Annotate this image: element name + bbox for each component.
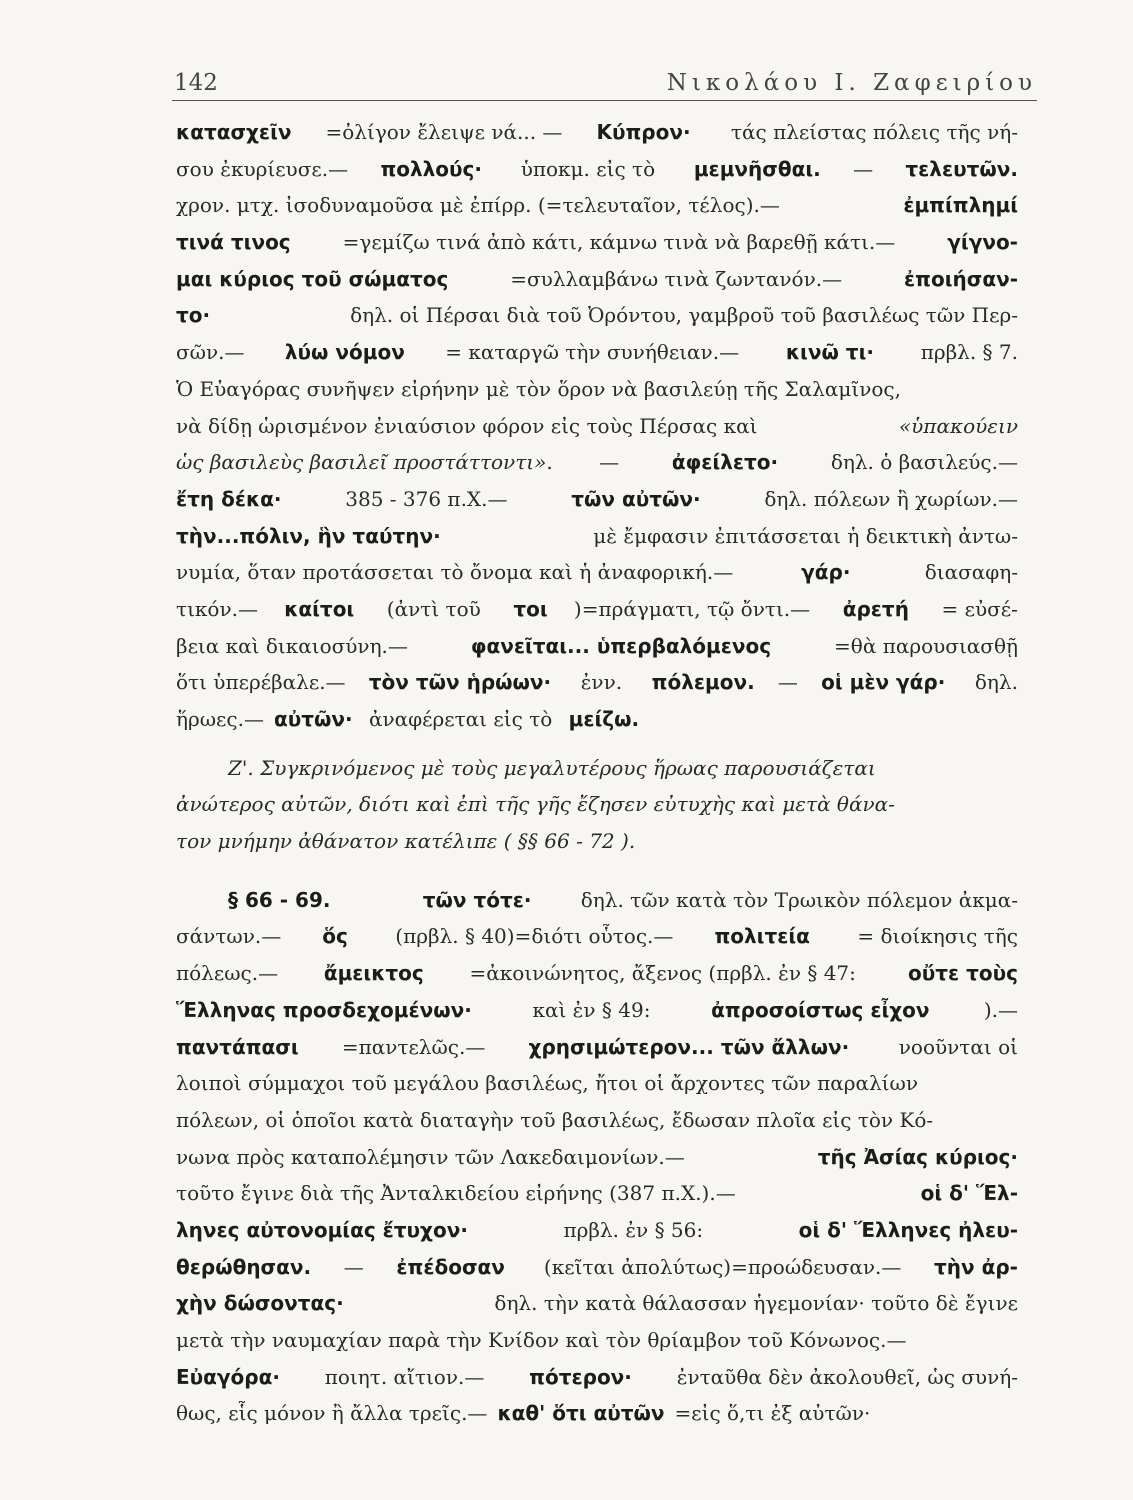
text-run: τάς πλείστας πόλεις τῆς νή- [724,120,1018,144]
text-line [176,377,1018,414]
bold-lemma: πόλεμον. [651,670,755,695]
bold-lemma: ἐπέδοσαν [396,1254,505,1279]
text-run: λοιποὶ σύμμαχοι τοῦ μεγάλου βασιλέως, ἤτοι οἱ ἄρχοντες τῶν παραλίων [176,1071,918,1096]
text-run: καὶ ἐν § 49: [526,997,657,1022]
bold-lemma: θερώθησαν. [176,1254,312,1279]
text-run: Ὁ Εὐαγόρας συνῆψεν εἰρήνην μὲ τὸν ὅρον νὰ βασιλεύῃ τῆς Σαλαμῖνος, [176,376,901,401]
text-line [176,670,1018,707]
text-line [176,450,1018,487]
text-run: δηλ. οἱ Πέρσαι διὰ τοῦ Ὀρόντου, γαμβροῦ τοῦ βασιλέως τῶν Περ- [343,303,1018,328]
bold-lemma: τινά τινος [176,230,291,255]
text-line [176,340,1018,377]
text-run: πόλεως.— [176,961,279,986]
text-run: πρβλ. § 7. [914,340,1018,365]
text-line [176,1108,1018,1145]
text-line [176,1291,1018,1328]
text-line [176,998,1018,1035]
text-run: =θὰ παρουσιασθῇ [834,633,1018,658]
bold-lemma: αὐτῶν· [273,707,353,731]
text-line [176,487,1018,524]
text-run: — [777,670,798,695]
text-run: νὰ δίδῃ ὡρισμένον ἐνιαύσιον φόρον εἰς τοὺς Πέρσας καὶ [176,413,764,438]
bold-lemma: οἱ δ' Ἕλ- [920,1181,1018,1206]
bold-lemma: ἀπροσοίστως εἶχον [711,997,930,1022]
text-run: μετὰ τὴν ναυμαχίαν παρὰ τὴν Κνίδον καὶ τὸν θρίαμβον τοῦ Κόνωνος.— [176,1328,907,1352]
bold-lemma: § 66 - 69. [228,887,331,912]
text-line [176,634,1018,671]
page-number: 142 [174,70,218,96]
text-run: τοῦτο ἔγινε διὰ τῆς Ἀνταλκιδείου εἰρήνης (387 π.Χ.).— [176,1181,743,1206]
text-run: = εὐσέ- [935,596,1018,621]
bold-lemma: οἱ μὲν γάρ· [821,670,946,695]
text-run: =παντελῶς.— [341,1034,486,1059]
text-run: θως, εἷς μόνον ἢ ἄλλα τρεῖς.— [176,1401,488,1426]
text-run: δηλ. [968,670,1018,695]
bold-lemma: ληνες αὐτονομίας ἔτυχον· [176,1217,468,1242]
text-run: δηλ. πόλεων ἢ χωρίων.— [757,486,1018,511]
bold-lemma: μείζω. [568,707,640,731]
text-run: βεια καὶ δικαιοσύνη.— [176,633,408,658]
text-line [176,792,1018,829]
text-line [176,1181,1018,1218]
bold-lemma: ἀρετή [842,596,909,621]
bold-lemma: ἔτη δέκα· [176,486,282,511]
text-line [176,1035,1018,1072]
page-body [176,120,1018,1438]
text-run: πόλεων, οἱ ὁποῖοι κατὰ διαταγὴν τοῦ βασιλέως, ἔδωσαν πλοῖα εἰς τὸν Κό- [176,1107,934,1132]
text-run: =συλλαμβάνω τινὰ ζωντανόν.— [510,266,843,291]
bold-lemma: κινῶ τι· [785,340,874,365]
bold-lemma: ἐμπίπλημί [903,193,1018,218]
text-run: =γεμίζω τινά ἀπὸ κάτι, κάμνω τινὰ νὰ βαρεθῇ κάτι.— [342,230,896,255]
text-line [176,1255,1018,1292]
text-line [176,1218,1018,1255]
bold-lemma: το· [176,303,211,328]
bold-lemma: τοι [513,596,548,621]
text-line [176,303,1018,340]
bold-lemma: οἱ δ' Ἕλληνες ἠλευ- [798,1217,1018,1242]
text-run: — [853,156,874,181]
text-line [176,120,1018,157]
text-line [176,888,1018,925]
text-run: ὑποκμ. εἰς τὸ [514,156,662,181]
text-run: χρον. μτχ. ἰσοδυναμοῦσα μὲ ἐπίρρ. (=τελευταῖον, τέλος).— [176,193,780,218]
text-line [176,193,1018,230]
text-run: διασαφη- [918,560,1018,585]
text-run: — [343,1254,364,1279]
text-run: ἀναφέρεται εἰς τὸ [362,707,559,731]
text-run: ὅτι ὑπερέβαλε.— [176,670,346,695]
text-run: =ἀκοινώνητος, ἄξενος (πρβλ. ἐν § 47: [469,961,863,986]
text-run: νοοῦνται οἱ [892,1034,1018,1059]
text-run: )=πράγματι, τῷ ὄντι.— [573,596,817,621]
bold-lemma: γάρ· [801,560,851,585]
text-line [176,597,1018,634]
bold-lemma: τὴν...πόλιν, ἣν ταύτην· [176,523,441,548]
text-line [176,1328,1018,1365]
text-run: δηλ. τῶν κατὰ τὸν Τρωικὸν πόλεμον ἀκμα- [574,887,1018,912]
text-run: ποιητ. αἴτιον.— [318,1364,491,1389]
bold-lemma: πολιτεία [714,924,810,949]
bold-lemma: καθ' ὅτι αὐτῶν [497,1401,665,1426]
bold-lemma: τῶν αὐτῶν· [571,486,701,511]
text-line [176,157,1018,194]
text-line [176,1071,1018,1108]
bold-lemma: τῆς Ἀσίας κύριος· [817,1144,1018,1169]
bold-lemma: τὸν τῶν ἡρώων· [368,670,552,695]
text-line [176,829,1018,866]
notes-paragraph [176,888,1018,1438]
bold-lemma: χὴν δώσοντας· [176,1291,344,1316]
text-line [176,267,1018,304]
bold-lemma: οὔτε τοὺς [907,961,1018,986]
text-run: = καταργῶ τὴν συνήθειαν.— [445,340,746,365]
text-run: πρβλ. ἐν § 56: [557,1217,710,1242]
bold-lemma: Εὐαγόρα· [176,1364,280,1389]
text-run: =εἰς ὅ,τι ἐξ αὐτῶν· [674,1401,871,1426]
text-line [176,560,1018,597]
bold-lemma: ἐποιήσαν- [904,266,1018,291]
italic-text: Ζ'. Συγκρινόμενος μὲ τοὺς μεγαλυτέρους ἥρωας παρουσιάζεται [228,755,876,780]
text-run: σάντων.— [176,924,282,949]
bold-lemma: φανεῖται... ὑπερβαλόμενος [470,633,772,658]
bold-lemma: παντάπασι [176,1034,299,1059]
bold-lemma: λύω νόμον [284,340,405,365]
bold-lemma: πότερον· [529,1364,632,1389]
text-run: σῶν.— [176,340,245,365]
bold-lemma: γίγνο- [947,230,1018,255]
italic-text: «ὑπακούειν [898,413,1018,438]
text-line [176,924,1018,961]
text-run: μὲ ἔμφασιν ἐπιτάσσεται ἡ δεικτικὴ ἀντω- [586,523,1018,548]
bold-lemma: ἄμεικτος [323,961,424,986]
text-line [176,961,1018,998]
bold-lemma: Ἕλληνας προσδεχομένων· [176,997,472,1022]
chapter-summary-paragraph [176,756,1018,866]
text-run: νωνα πρὸς καταπολέμησιν τῶν Λακεδαιμονίων.— [176,1144,685,1169]
text-run [373,888,379,912]
italic-text: ἀνώτερος αὐτῶν, διότι καὶ ἐπὶ τῆς γῆς ἔζησεν εὐτυχὴς καὶ μετὰ θάνα- [176,792,895,817]
text-run: ἐνταῦθα δὲν ἀκολουθεῖ, ὡς συνή- [670,1364,1018,1389]
text-line [176,1401,1018,1438]
text-run: τικόν.— [176,596,258,621]
bold-lemma: τῶν τότε· [422,887,532,912]
text-run: δηλ. ὁ βασιλεύς.— [824,450,1018,475]
text-line [176,414,1018,451]
text-line [176,524,1018,561]
text-run: (ἀντὶ τοῦ [380,596,488,621]
text-run: — [599,450,626,475]
text-run: δηλ. τὴν κατὰ θάλασσαν ἡγεμονίαν· τοῦτο δὲ ἔγινε [488,1291,1018,1316]
text-run: = διοίκησις τῆς [850,924,1018,949]
bold-lemma: τὴν ἀρ- [934,1254,1018,1279]
bold-lemma: ὅς [322,924,348,949]
text-run: ).— [983,997,1018,1022]
bold-lemma: χρησιμώτερον... τῶν ἄλλων· [528,1034,850,1059]
italic-text: τον μνήμην ἀθάνατον κατέλιπε ( §§ 66 - 72 ). [176,829,636,854]
running-title: Νικολάου Ι. Ζαφειρίου [666,70,1037,96]
running-header [172,66,1037,101]
text-run: νυμία, ὅταν προτάσσεται τὸ ὄνομα καὶ ἡ ἀναφορική.— [176,560,734,585]
text-line [176,707,1018,744]
text-run: ἥρωες.— [176,707,264,731]
text-line [176,230,1018,267]
text-line [176,1365,1018,1402]
text-run: (πρβλ. § 40)=διότι οὗτος.— [388,924,674,949]
commentary-paragraph [176,120,1018,744]
bold-lemma: τελευτῶν. [905,156,1018,181]
text-run: σου ἐκυρίευσε.— [176,156,349,181]
text-run: =ὀλίγον ἔλειψε νά... — [325,120,563,144]
bold-lemma: μεμνῆσθαι. [693,156,821,181]
bold-lemma: καίτοι [284,596,355,621]
text-run: ἐνν. [574,670,629,695]
bold-lemma: μαι κύριος τοῦ σώματος [176,266,449,291]
bold-lemma: Κύπρον· [596,120,691,144]
text-run: (κεῖται ἀπολύτως)=προώδευσαν.— [537,1254,902,1279]
bold-lemma: πολλούς· [380,156,483,181]
text-run: 385 - 376 π.Χ.— [338,486,514,511]
italic-text: ὡς βασιλεὺς βασιλεῖ προστάττοντι». [176,450,553,475]
bold-lemma: ἀφείλετο· [671,450,779,475]
text-line [176,756,1018,793]
text-line [176,1145,1018,1182]
bold-lemma: κατασχεῖν [176,120,292,144]
